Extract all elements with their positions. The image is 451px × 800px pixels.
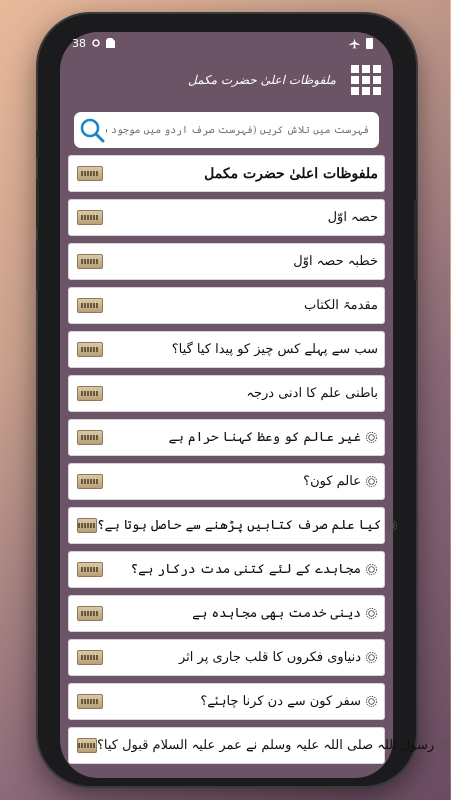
- list-item[interactable]: [68, 683, 385, 720]
- search-bar[interactable]: [74, 112, 379, 148]
- gear-icon: [438, 739, 451, 752]
- list-item[interactable]: [68, 287, 385, 324]
- title-badge-icon: [77, 254, 103, 269]
- phone-side-button: [36, 130, 39, 158]
- settings-icon: [91, 38, 101, 48]
- gear-icon: [365, 695, 378, 708]
- gear-icon: [365, 563, 378, 576]
- phone-side-button: [414, 200, 417, 280]
- list-item[interactable]: [68, 639, 385, 676]
- list-item-label: ملفوظات اعلیٰ حضرت مکمل: [204, 165, 378, 182]
- app-header: [60, 54, 393, 106]
- list-item[interactable]: [68, 375, 385, 412]
- list-item-title: [172, 342, 378, 357]
- list-item[interactable]: [68, 155, 385, 192]
- list-item-label: مقدمۃ الکتاب: [304, 298, 378, 313]
- gear-icon: [365, 475, 378, 488]
- title-badge-icon: [77, 694, 103, 709]
- gear-icon: [385, 519, 398, 532]
- search-input[interactable]: [106, 125, 369, 136]
- list-item-title: [328, 210, 378, 225]
- title-badge-icon: [77, 342, 103, 357]
- list-item-title: [246, 386, 378, 401]
- list-item-label: مجاہدے کے لئے کتنی مدت درکار ہے؟: [130, 562, 361, 577]
- list-item-title: [303, 474, 378, 489]
- phone-side-button: [36, 178, 39, 228]
- list-item-label: کیا علم صرف کتابیں پڑھنے سے حاصل ہوتا ہے؟: [97, 518, 382, 533]
- title-badge-icon: [77, 738, 97, 753]
- list-item[interactable]: [68, 331, 385, 368]
- title-badge-icon: [77, 298, 103, 313]
- list-item-label: غیر عالم کو وعظ کہنا حرام ہے: [168, 430, 361, 445]
- gear-icon: [365, 607, 378, 620]
- list-item-label: رسول اللہ صلی اللہ علیہ وسلم نے عمر علیہ السلام قبول کیا؟: [97, 738, 435, 753]
- list-item[interactable]: [68, 551, 385, 588]
- title-badge-icon: [77, 650, 103, 665]
- list-item-title: [97, 738, 451, 753]
- list-item[interactable]: [68, 727, 435, 764]
- phone-side-button: [36, 240, 39, 290]
- list-item-title: [192, 606, 378, 621]
- title-badge-icon: [77, 386, 103, 401]
- title-badge-icon: [77, 518, 97, 533]
- list-item[interactable]: [68, 463, 385, 500]
- title-badge-icon: [77, 166, 103, 181]
- list-item[interactable]: [68, 199, 385, 236]
- grid-menu-icon[interactable]: [351, 65, 381, 95]
- page-title: ملفوظات اعلیٰ حضرت مکمل: [188, 73, 336, 87]
- search-icon[interactable]: [78, 116, 106, 144]
- list-item-title: [179, 650, 378, 665]
- gear-icon: [365, 651, 378, 664]
- list-item[interactable]: [68, 243, 385, 280]
- status-bar: [60, 32, 393, 54]
- list-item-title: [204, 166, 378, 182]
- list-item-title: [169, 430, 378, 445]
- status-time: 38: [72, 36, 86, 50]
- airplane-mode-icon: [349, 38, 360, 49]
- app-screen: [60, 32, 435, 778]
- list-item-title: [304, 298, 378, 313]
- title-badge-icon: [77, 606, 103, 621]
- list-item-title: [97, 518, 398, 533]
- list-item-title: [131, 562, 378, 577]
- list-item-label: حصہ اوّل: [327, 210, 378, 225]
- list-item-label: دنیاوی فکروں کا قلب جاری پر اثر: [178, 650, 361, 665]
- list-item-label: خطبہ حصہ اوّل: [293, 254, 378, 269]
- list-item-label: سفر کون سے دن کرنا چاہئے؟: [200, 694, 361, 709]
- list-item-label: باطنی علم کا ادنی درجہ: [246, 386, 378, 401]
- gear-icon: [365, 431, 378, 444]
- title-badge-icon: [77, 210, 103, 225]
- list-item-title: [200, 694, 378, 709]
- list-item[interactable]: [68, 595, 385, 632]
- list-item-title: [293, 254, 378, 269]
- title-badge-icon: [77, 430, 103, 445]
- list-item-label: سب سے پہلے کس چیز کو پیدا کیا گیا؟: [171, 342, 378, 357]
- title-badge-icon: [77, 474, 103, 489]
- list-item[interactable]: [68, 419, 385, 456]
- battery-icon: [366, 38, 373, 49]
- title-badge-icon: [77, 562, 103, 577]
- list-item-label: دینی خدمت بھی مجاہدہ ہے: [192, 606, 361, 621]
- list-item[interactable]: [68, 507, 385, 544]
- chapter-list: [60, 155, 435, 764]
- list-item-label: عالم کون؟: [303, 474, 361, 489]
- sim-card-icon: [106, 38, 115, 48]
